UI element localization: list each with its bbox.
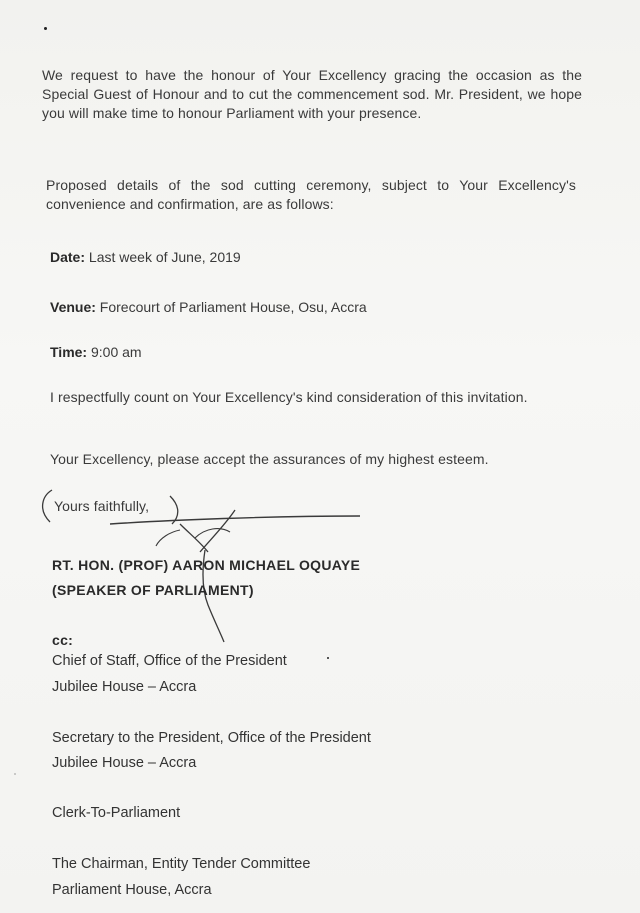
details-intro: Proposed details of the sod cutting ceremony, subject to Your Excellency's convenience and confirmation, are as follows: — [46, 177, 576, 212]
cc-recipient-1-line-1: Chief of Staff, Office of the President — [52, 653, 287, 669]
request-paragraph: We request to have the honour of Your Excellency gracing the occasion as the Special Guest of Honour and to cut the commencement sod. Mr. President, we hope you will make time to honour Parliament with your presence. — [42, 67, 582, 121]
date-line — [50, 249, 241, 265]
venue-line — [50, 299, 367, 315]
time-label: Time: — [50, 344, 88, 360]
time-line — [50, 344, 142, 360]
cc-recipient-3-line-1: Clerk-To-Parliament — [52, 805, 181, 821]
consideration-paragraph: I respectfully count on Your Excellency's kind consideration of this invitation. — [50, 389, 528, 405]
date-label: Date: — [50, 249, 86, 265]
assurance-paragraph: Your Excellency, please accept the assurances of my highest esteem. — [50, 451, 489, 467]
time-value: 9:00 am — [90, 344, 142, 360]
cc-recipient-2-line-2: Jubilee House – Accra — [52, 755, 197, 771]
date-value: Last week of June, 2019 — [88, 249, 241, 265]
signatory-title: (SPEAKER OF PARLIAMENT) — [52, 582, 254, 598]
venue-label: Venue: — [50, 299, 96, 315]
cc-recipient-4-line-2: Parliament House, Accra — [52, 882, 212, 898]
cc-recipient-1-line-2: Jubilee House – Accra — [52, 679, 197, 695]
paper-speck — [327, 657, 329, 659]
cc-recipient-4-line-1: The Chairman, Entity Tender Committee — [52, 856, 311, 872]
cc-label: cc: — [52, 632, 74, 648]
paper-speck — [44, 27, 47, 30]
venue-value: Forecourt of Parliament House, Osu, Accra — [99, 299, 367, 315]
signatory-name: RT. HON. (PROF) AARON MICHAEL OQUAYE — [52, 557, 361, 573]
closing-line: Yours faithfully, — [54, 498, 150, 514]
cc-recipient-2-line-1: Secretary to the President, Office of the President — [52, 730, 371, 746]
paper-speck — [14, 773, 16, 775]
